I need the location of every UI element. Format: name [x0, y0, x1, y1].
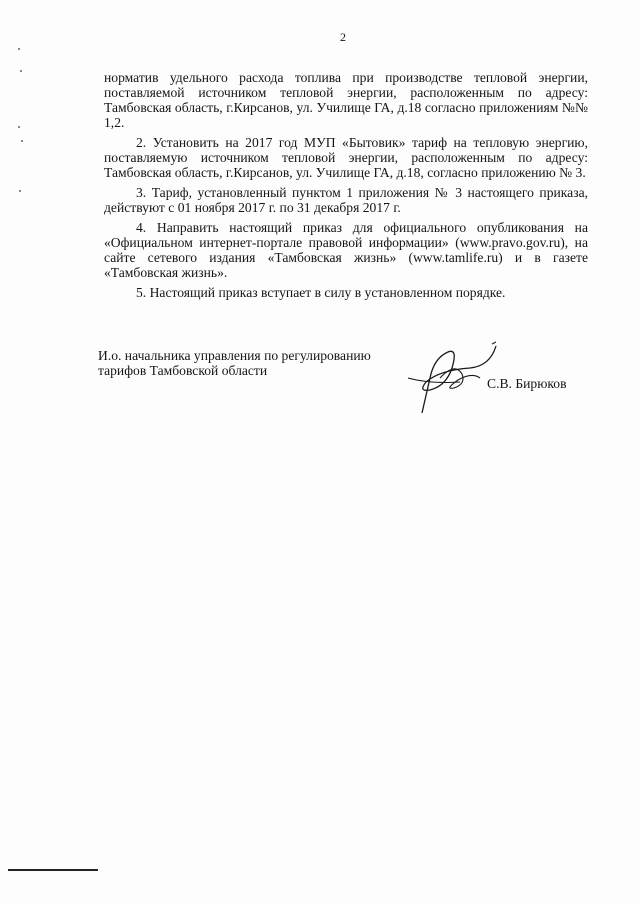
paragraph-item-2: 2. Установить на 2017 год МУП «Бытовик» тариф на тепловую энергию, поставляемую источником тепловой энергии, расположенным по адресу: Тамбовская область, г.Кирсанов, ул. Училище ГА, д.18, согласно приложению № 3.	[104, 135, 588, 180]
paragraph-item-3: 3. Тариф, установленный пунктом 1 приложения № 3 настоящего приказа, действуют с 01 ноября 2017 г. по 31 декабря 2017 г.	[104, 185, 588, 215]
paragraph-item-5: 5. Настоящий приказ вступает в силу в установленном порядке.	[136, 285, 506, 300]
signatory-name: С.В. Бирюков	[487, 376, 567, 391]
signatory-position-line-2: тарифов Тамбовской области	[98, 363, 268, 378]
paragraph-continuation: норматив удельного расхода топлива при производстве тепловой энергии, поставляемой источником тепловой энергии, расположенным по адресу: Тамбовская область, г.Кирсанов, ул. Училище ГА, д.18 согласно приложениям №№ 1,2.	[104, 70, 588, 130]
scan-edge-marks	[18, 40, 28, 220]
document-body	[104, 70, 588, 305]
signatory-position	[98, 348, 371, 378]
page-number: 2	[340, 30, 346, 44]
bottom-rule	[8, 869, 98, 871]
signatory-position-line-1: И.о. начальника управления по регулированию	[98, 348, 371, 363]
paragraph-item-4: 4. Направить настоящий приказ для официального опубликования на «Официальном интернет-портале правовой информации» (www.pravo.gov.ru), на сайте сетевого издания «Тамбовская жизнь» (www.tamlife.ru) и в газете «Тамбовская жизнь».	[104, 220, 588, 280]
